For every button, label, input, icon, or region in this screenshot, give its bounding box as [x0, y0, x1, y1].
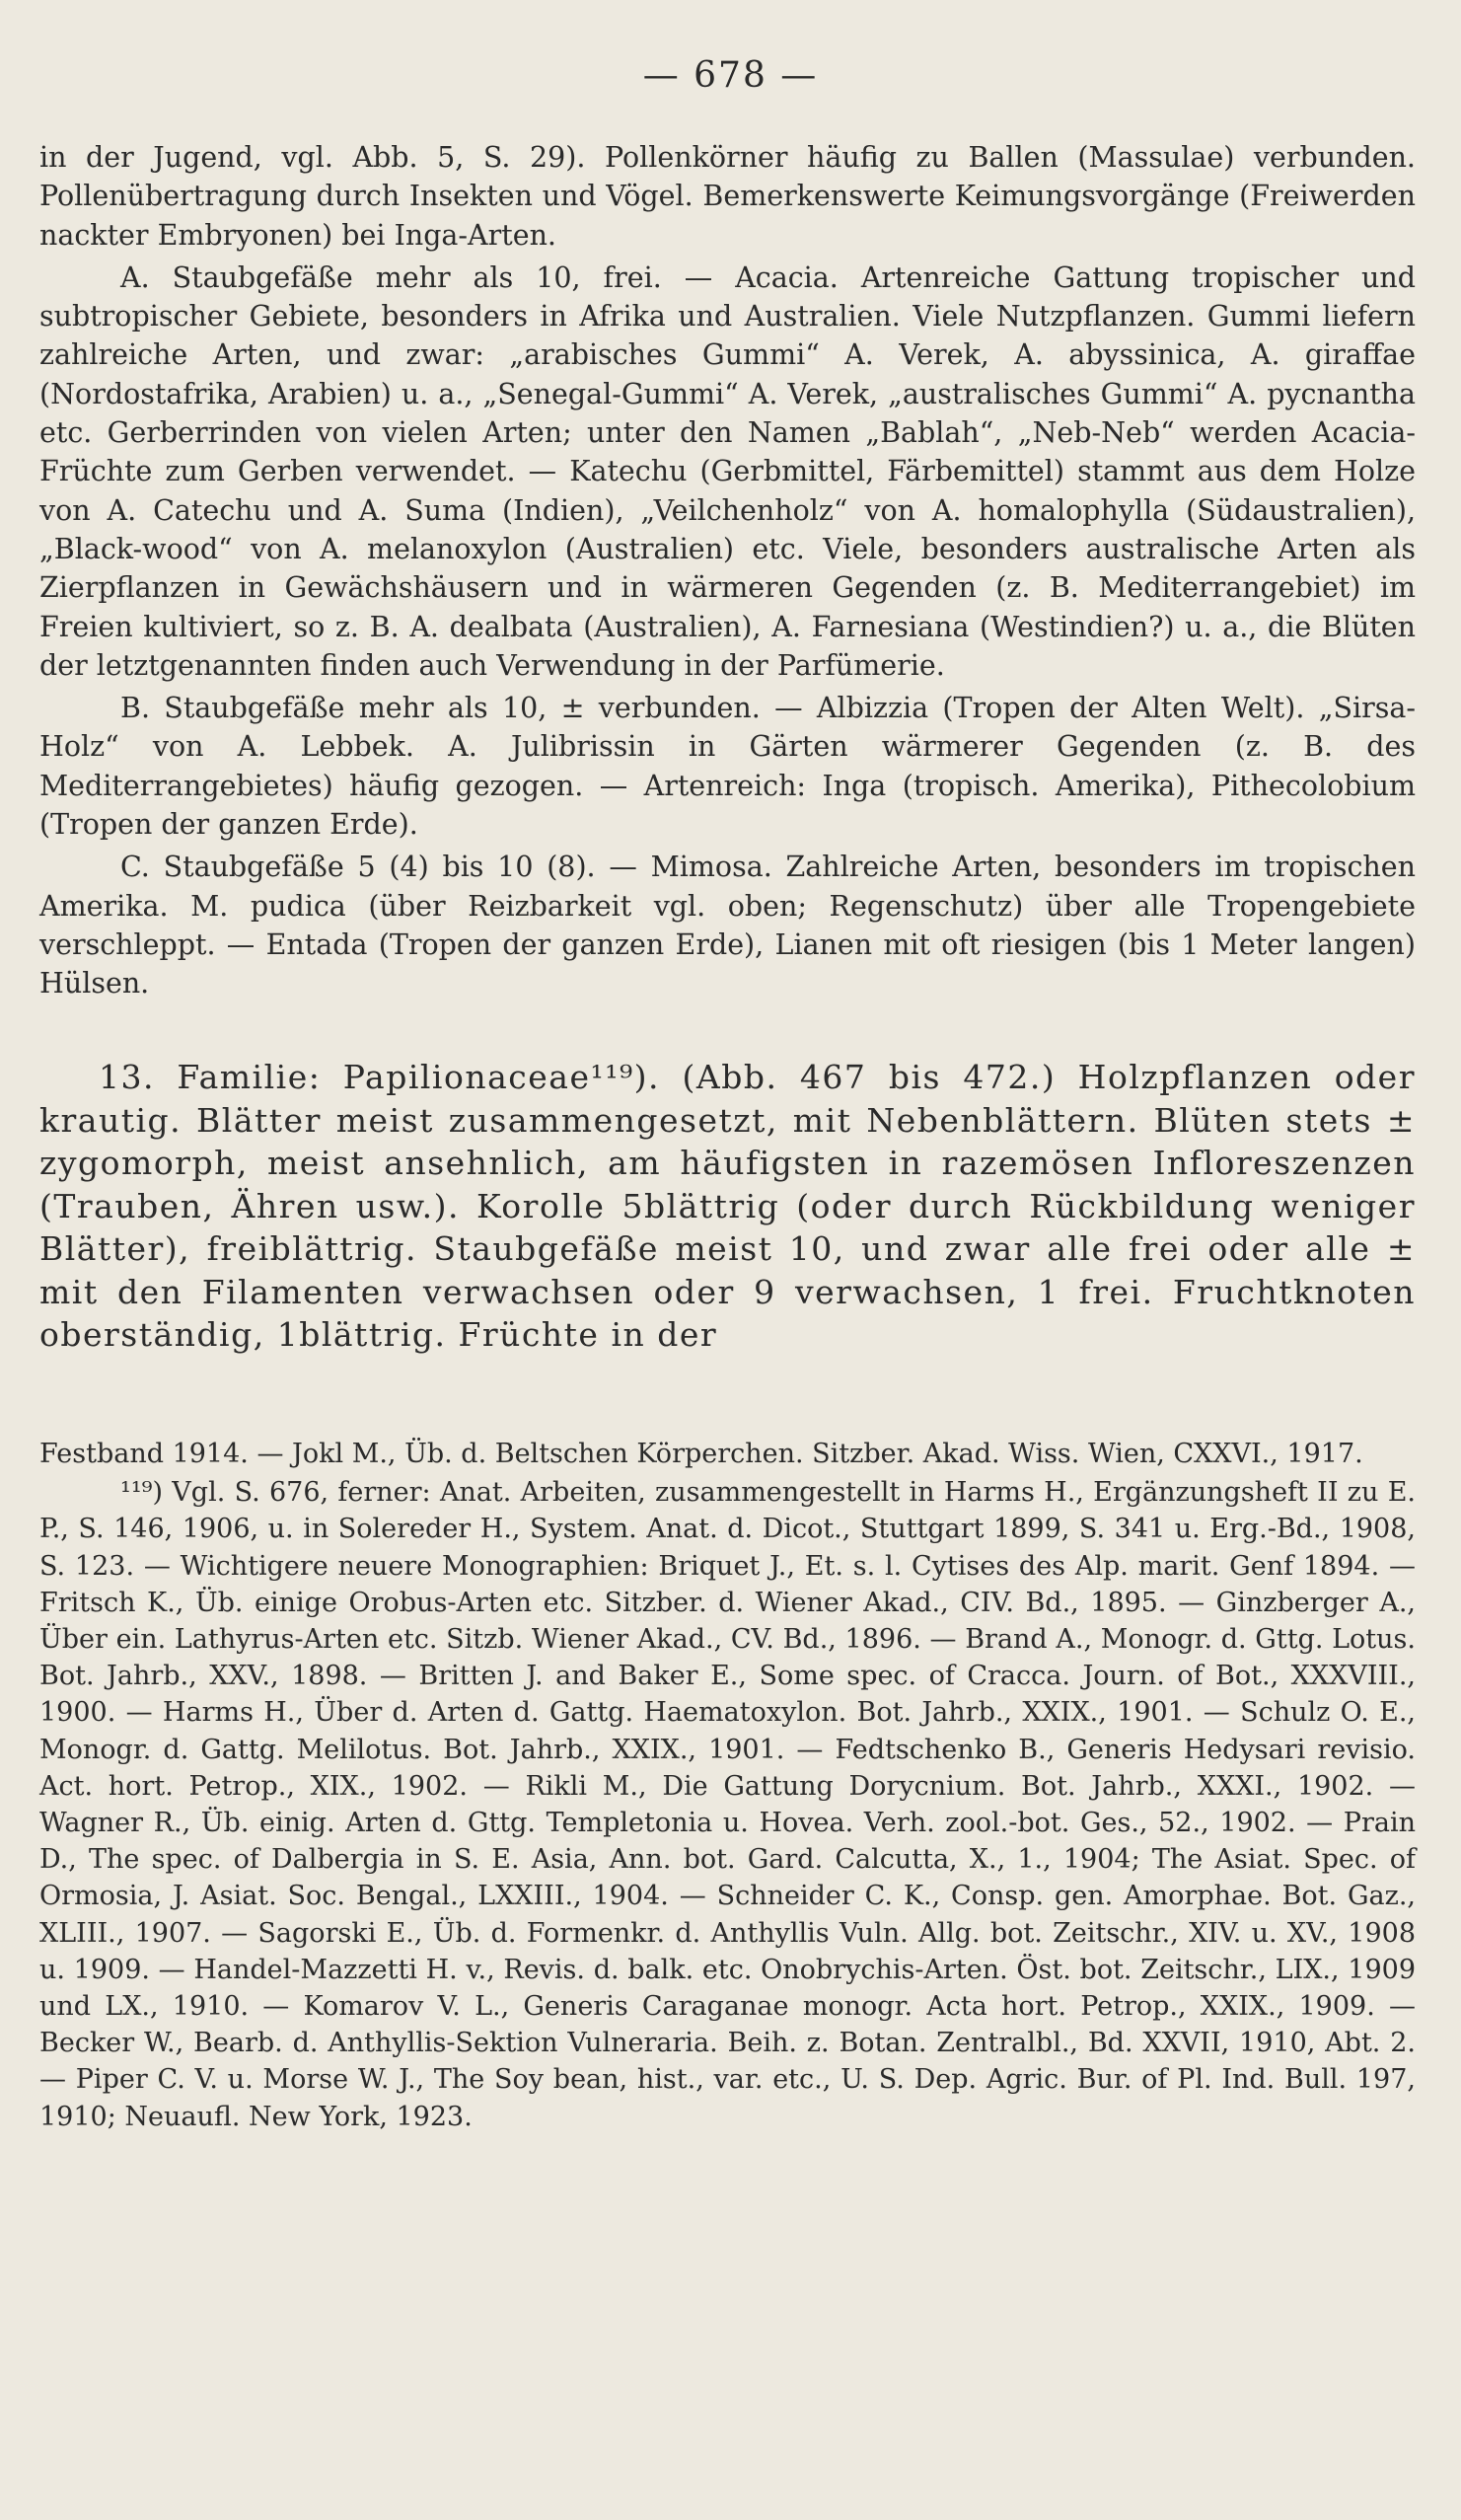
paragraph-intro: in der Jugend, vgl. Abb. 5, S. 29). Pollenkörner häufig zu Ballen (Massulae) verbunden. Pollenübertragung durch Insekten und Vögel. Bemerkenswerte Keimungsvorgänge (Freiwerden nackter Embryonen) bei Inga-Arten. [39, 141, 1416, 252]
paragraph-mimosa: C. Staubgefäße 5 (4) bis 10 (8). — Mimosa. Zahlreiche Arten, besonders im tropischen Amerika. M. pudica (über Reizbarkeit vgl. oben; Regenschutz) über alle Tropengebiete verschleppt. — Entada (Tropen der ganzen Erde), Lianen mit oft riesigen (bis 1 Meter langen) Hülsen. [39, 851, 1416, 1001]
family-section [39, 1056, 1416, 1357]
family-papilionaceae: 13. Familie: Papilionaceae¹¹⁹). (Abb. 467 bis 472.) Holzpflanzen oder krautig. Blätter meist zusammengesetzt, mit Nebenblättern. Blüten stets ± zygomorph, meist ansehnlich, am häufigsten in razemösen Infloreszenzen (Trauben, Ähren usw.). Korolle 5blättrig (oder durch Rückbildung weniger Blätter), freiblättrig. Staubgefäße meist 10, und zwar alle frei oder alle ± mit den Filamenten verwachsen oder 9 verwachsen, 1 frei. Fruchtknoten oberständig, 1blättrig. Früchte in der [39, 1058, 1416, 1354]
paragraph-acacia: A. Staubgefäße mehr als 10, frei. — Acacia. Artenreiche Gattung tropischer und subtropischer Gebiete, besonders in Afrika und Australien. Viele Nutzpflanzen. Gummi liefern zahlreiche Arten, und zwar: „arabisches Gummi“ A. Verek, A. abyssinica, A. giraffae (Nordostafrika, Arabien) u. a., „Senegal-Gummi“ A. Verek, „australisches Gummi“ A. pycnantha etc. Gerberrinden von vielen Arten; unter den Namen „Bablah“, „Neb-Neb“ werden Acacia-Früchte zum Gerben verwendet. — Katechu (Gerbmittel, Färbemittel) stammt aus dem Holze von A. Catechu und A. Suma (Indien), „Veilchenholz“ von A. homalophylla (Südaustralien), „Black-wood“ von A. melanoxylon (Australien) etc. Viele, besonders australische Arten als Zierpflanzen in Gewächshäusern und in wärmeren Gegenden (z. B. Mediterrangebiet) im Freien kultiviert, so z. B. A. dealbata (Australien), A. Farnesiana (Westindien?) u. a., die Blüten der letztgenannten finden auch Verwendung in der Parfümerie. [39, 260, 1416, 682]
paragraph-albizzia: B. Staubgefäße mehr als 10, ± verbunden. — Albizzia (Tropen der Alten Welt). „Sirsa-Holz“ von A. Lebbek. A. Julibrissin in Gärten wärmerer Gegenden (z. B. des Mediterrangebietes) häufig gezogen. — Artenreich: Inga (tropisch. Amerika), Pithecolobium (Tropen der ganzen Erde). [39, 692, 1416, 842]
footnotes [39, 1436, 1416, 2137]
footnote-119: ¹¹⁹) Vgl. S. 676, ferner: Anat. Arbeiten, zusammengestellt in Harms H., Ergänzungsheft II zu E. P., S. 146, 1906, u. in Solereder H., System. Anat. d. Dicot., Stuttgart 1899, S. 341 u. Erg.-Bd., 1908, S. 123. — Wichtigere neuere Monographien: Briquet J., Et. s. l. Cytises des Alp. marit. Genf 1894. — Fritsch K., Üb. einige Orobus-Arten etc. Sitzber. d. Wiener Akad., CIV. Bd., 1895. — Ginzberger A., Über ein. Lathyrus-Arten etc. Sitzb. Wiener Akad., CV. Bd., 1896. — Brand A., Monogr. d. Gttg. Lotus. Bot. Jahrb., XXV., 1898. — Britten J. and Baker E., Some spec. of Cracca. Journ. of Bot., XXXVIII., 1900. — Harms H., Über d. Arten d. Gattg. Haematoxylon. Bot. Jahrb., XXIX., 1901. — Schulz O. E., Monogr. d. Gattg. Melilotus. Bot. Jahrb., XXIX., 1901. — Fedtschenko B., Generis Hedysari revisio. Act. hort. Petrop., XIX., 1902. — Rikli M., Die Gattung Dorycnium. Bot. Jahrb., XXXI., 1902. — Wagner R., Üb. einig. Arten d. Gttg. Templetonia u. Hovea. Verh. zool.-bot. Ges., 52., 1902. — Prain D., The spec. of Dalbergia in S. E. Asia, Ann. bot. Gard. Calcutta, X., 1., 1904; The Asiat. Spec. of Ormosia, J. Asiat. Soc. Bengal., LXXIII., 1904. — Schneider C. K., Consp. gen. Amorphae. Bot. Gaz., XLIII., 1907. — Sagorski E., Üb. d. Formenkr. d. Anthyllis Vuln. Allg. bot. Zeitschr., XIV. u. XV., 1908 u. 1909. — Handel-Mazzetti H. v., Revis. d. balk. etc. Onobrychis-Arten. Öst. bot. Zeitschr., LIX., 1909 und LX., 1910. — Komarov V. L., Generis Caraganae monogr. Acta hort. Petrop., XXIX., 1909. — Becker W., Bearb. d. Anthyllis-Sektion Vulneraria. Beih. z. Botan. Zentralbl., Bd. XXVII, 1910, Abt. 2. — Piper C. V. u. Morse W. J., The Soy bean, hist., var. etc., U. S. Dep. Agric. Bur. of Pl. Ind. Bull. 197, 1910; Neuaufl. New York, 1923. [39, 1477, 1416, 2132]
page-number: — 678 — [642, 55, 819, 96]
footnote-continued: Festband 1914. — Jokl M., Üb. d. Beltschen Körperchen. Sitzber. Akad. Wiss. Wien, CXXVI., 1917. [39, 1439, 1363, 1469]
main-text [39, 138, 1416, 1007]
